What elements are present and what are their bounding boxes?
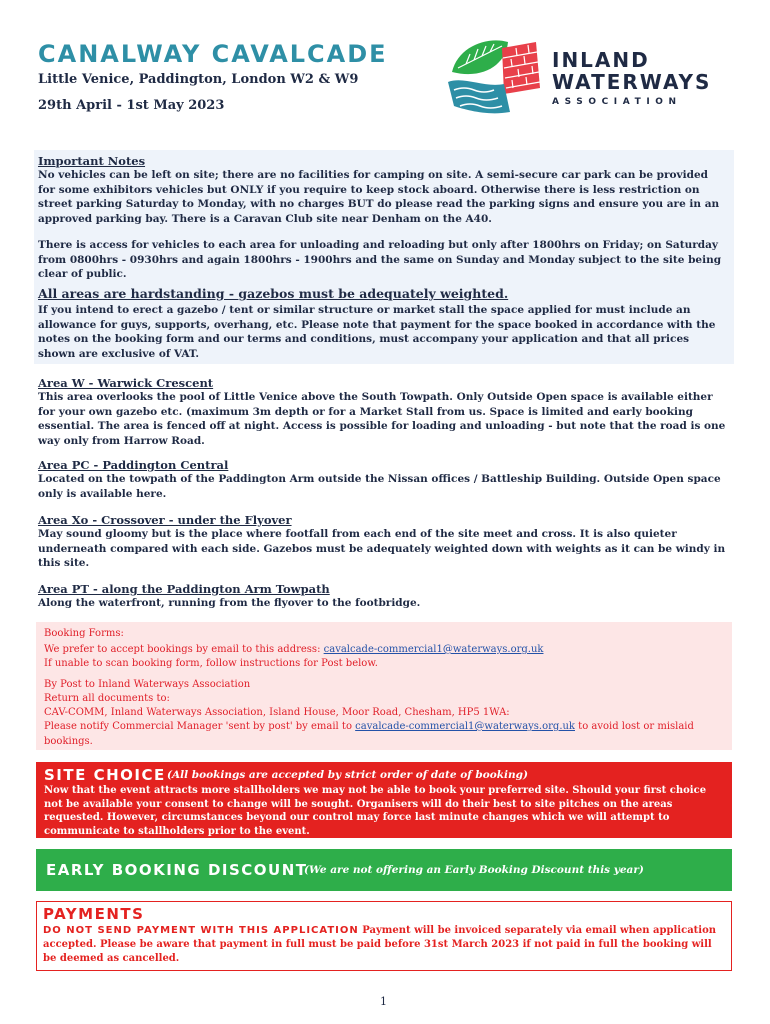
booking-forms-heading: Booking Forms:	[44, 628, 124, 639]
event-location: Little Venice, Paddington, London W2 & W9	[38, 72, 359, 87]
notify-tail: to avoid lost or mislaid bookings.	[44, 721, 694, 747]
notify-text: Please notify Commercial Manager 'sent by post' by email to	[44, 721, 356, 732]
notes-paragraph-3: If you intend to erect a gazebo / tent or similar structure or market stall the space applied for must include an allowance for guys, supports, overhang, etc. Please note that payment for the space booked in accordance with the notes on the booking form and our terms and conditions, must accompany your application and that all prices shown are exclusive of VAT.	[38, 304, 716, 360]
booking-email-text: We prefer to accept bookings by email to this address:	[44, 644, 324, 655]
notes-paragraph-1: No vehicles can be left on site; there are no facilities for camping on site. A semi-secure car park can be provided for some exhibitors vehicles but ONLY if you require to keep stock aboard. Otherwise there is less restriction on street parking Saturday to Monday, with no charges BUT do please read the parking signs and ensure you are in an approved parking bay. There is a Caravan Club site near Denham on the A40.	[38, 169, 720, 225]
booking-email-link[interactable]: cavalcade-commercial1@waterways.org.uk	[323, 644, 544, 655]
site-choice-panel	[36, 762, 732, 838]
logo-text-line3: ASSOCIATION	[552, 97, 682, 107]
early-booking-panel	[36, 849, 732, 891]
site-choice-title: SITE CHOICE	[44, 766, 166, 784]
leaf-icon	[452, 40, 508, 74]
notes-paragraph-2: There is access for vehicles to each area for unloading and reloading but only after 1800hrs on Friday; on Saturday from 0800hrs - 0930hrs and again 1800hrs - 1900hrs and the same on Sunday and Monday subject to the site being clear of public.	[38, 239, 722, 281]
payments-text: Payment will be invoiced separately via email when application accepted. Please be aware that payment in full must be paid before 31st March 2023 if not paid in full the booking will be deemed as cancelled.	[43, 925, 717, 964]
notify-line	[44, 720, 724, 749]
area-xo-text: May sound gloomy but is the place where footfall from each end of the site meet and cross. It is also quieter underneath compared with each side. Gazebos must be adequately weighted down with weights as it can be windy in this site.	[38, 528, 726, 570]
area-pc-heading: Area PC - Paddington Central	[38, 458, 229, 472]
early-booking-note: (We are not offering an Early Booking Discount this year)	[304, 864, 644, 876]
payments-body	[43, 924, 723, 966]
post-address: CAV-COMM, Inland Waterways Association, Island House, Moor Road, Chesham, HP5 1WA:	[44, 707, 510, 718]
notify-email-link[interactable]: cavalcade-commercial1@waterways.org.uk	[355, 721, 575, 732]
area-pt-text: Along the waterfront, running from the flyover to the footbridge.	[38, 597, 421, 609]
area-w-text: This area overlooks the pool of Little Venice above the South Towpath. Only Outside Open space is available either for your own gazebo etc. (maximum 3m depth or for a Market Stall from us. Space is limited and early booking essential. The area is fenced off at night. Access is possible for loading and unloading - but note that the road is one way only from Harrow Road.	[38, 391, 726, 447]
post-heading: By Post to Inland Waterways Association	[44, 679, 251, 690]
payments-title: PAYMENTS	[43, 905, 145, 923]
area-xo-heading: Area Xo - Crossover - under the Flyover	[38, 513, 292, 527]
area-pc-text: Located on the towpath of the Paddington Arm outside the Nissan offices / Battleship Building. Outside Open space only is available here.	[38, 473, 721, 500]
booking-email-line	[44, 643, 724, 658]
logo-text-line1: INLAND	[552, 48, 650, 72]
brick-icon	[502, 42, 540, 94]
payments-lead: DO NOT SEND PAYMENT WITH THIS APPLICATION	[43, 925, 359, 936]
logo-text-line2: WATERWAYS	[552, 70, 712, 94]
page-number: 1	[380, 995, 387, 1008]
event-title: CANALWAY CAVALCADE	[38, 40, 388, 68]
area-pt-heading: Area PT - along the Paddington Arm Towpath	[38, 582, 330, 596]
important-notes-heading: Important Notes	[38, 154, 146, 168]
early-booking-title: EARLY BOOKING DISCOUNT	[46, 861, 308, 879]
area-w-heading: Area W - Warwick Crescent	[38, 376, 214, 390]
water-icon	[448, 80, 510, 113]
payments-panel	[36, 901, 732, 971]
event-dates: 29th April - 1st May 2023	[38, 98, 225, 113]
scan-note: If unable to scan booking form, follow instructions for Post below.	[44, 658, 378, 669]
site-choice-text: Now that the event attracts more stallholders we may not be able to book your preferred site. Should your first choice not be available your consent to change will be sought. Organisers will do their best to site pitches on the areas requested. However, circumstances beyond our control may force last minute changes which we will attempt to communicate to stallholders prior to the event.	[44, 785, 707, 837]
site-choice-note: (All bookings are accepted by strict order of date of booking)	[167, 769, 528, 781]
return-line: Return all documents to:	[44, 693, 170, 704]
hardstanding-heading: All areas are hardstanding - gazebos must be adequately weighted.	[38, 286, 509, 301]
